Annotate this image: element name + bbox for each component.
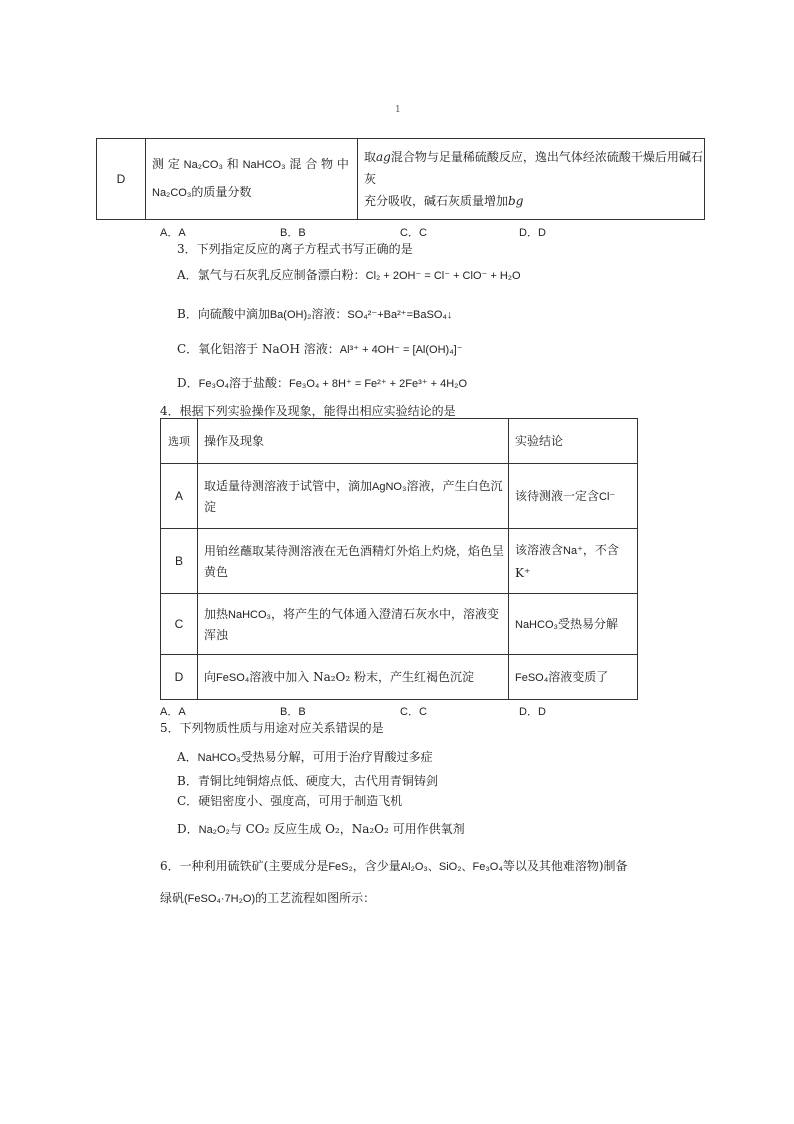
- table-row: [161, 464, 638, 529]
- row-key: B: [161, 529, 198, 594]
- row-key: D: [161, 655, 198, 700]
- q5-stem: 5．下列物质性质与用途对应关系错误的是: [160, 721, 384, 735]
- choice-b[interactable]: B．B: [280, 227, 306, 239]
- q3-option-a[interactable]: A．氯气与石灰乳反应制备漂白粉：Cl₂ + 2OH⁻ = Cl⁻ + ClO⁻ + H₂O: [177, 268, 521, 282]
- experiment-goal: 测 定 Na₂CO₃ 和 NaHCO₃ 混 合 物 中 Na₂CO₃的质量分数: [146, 139, 358, 220]
- q5-option-d[interactable]: D．Na₂O₂与 CO₂ 反应生成 O₂，Na₂O₂ 可用作供氧剂: [177, 822, 465, 836]
- row-key: C: [161, 594, 198, 655]
- row-operation: 加热NaHCO₃，将产生的气体通入澄清石灰水中，溶液变 浑浊: [198, 594, 509, 655]
- q5-option-a[interactable]: A．NaHCO₃受热易分解，可用于治疗胃酸过多症: [177, 750, 433, 764]
- choice-a[interactable]: A．A: [160, 227, 186, 239]
- q6-line-2: 绿矾(FeSO₄·7H₂O)的工艺流程如图所示：: [160, 891, 376, 905]
- q3-stem: 3．下列指定反应的离子方程式书写正确的是: [177, 242, 413, 256]
- q6-line-1: 6．一种利用硫铁矿(主要成分是FeS₂，含少量Al₂O₃、SiO₂、Fe₃O₄等以及其他难溶物)制备: [160, 859, 628, 873]
- q5-option-b[interactable]: B．青铜比纯铜熔点低、硬度大，古代用青铜铸剑: [177, 774, 438, 788]
- row-conclusion: 该溶液含Na⁺，不含 K⁺: [509, 529, 638, 594]
- row-conclusion: 该待测液一定含Cl⁻: [509, 464, 638, 529]
- q4-stem: 4．根据下列实验操作及现象，能得出相应实验结论的是: [160, 404, 456, 418]
- table-row: [161, 529, 638, 594]
- choice-c[interactable]: C．C: [400, 227, 427, 239]
- choice-d[interactable]: D．D: [519, 227, 546, 239]
- row-key: A: [161, 464, 198, 529]
- row-operation: 向FeSO₄溶液中加入 Na₂O₂ 粉末，产生红褐色沉淀: [198, 655, 509, 700]
- table-row: [161, 594, 638, 655]
- choice-d[interactable]: D．D: [519, 706, 546, 718]
- experiment-table-continued: [96, 138, 705, 220]
- header-conclusion: 实验结论: [509, 419, 638, 464]
- q3-option-b[interactable]: B．向硫酸中滴加Ba(OH)₂溶液：SO₄²⁻+Ba²⁺=BaSO₄↓: [177, 307, 453, 321]
- row-operation: 取适量待测溶液于试管中，滴加AgNO₃溶液，产生白色沉 淀: [198, 464, 509, 529]
- q3-option-d[interactable]: D．Fe₃O₄溶于盐酸：Fe₃O₄ + 8H⁺ = Fe²⁺ + 2Fe³⁺ + 4H₂O: [177, 376, 468, 390]
- choice-a[interactable]: A．A: [160, 706, 186, 718]
- option-key: D: [97, 139, 146, 220]
- table-header-row: [161, 419, 638, 464]
- q5-option-c[interactable]: C．硬铝密度小、强度高，可用于制造飞机: [177, 794, 403, 808]
- choice-c[interactable]: C．C: [400, 706, 427, 718]
- table-row: [161, 655, 638, 700]
- row-conclusion: NaHCO₃受热易分解: [509, 594, 638, 655]
- page-number: 1: [395, 105, 401, 115]
- row-conclusion: FeSO₄溶液变质了: [509, 655, 638, 700]
- row-operation: 用铂丝蘸取某待测溶液在无色酒精灯外焰上灼烧，焰色呈 黄色: [198, 529, 509, 594]
- experiment-method: 取ag混合物与足量稀硫酸反应，逸出气体经浓硫酸干燥后用碱石灰 充分吸收，碱石灰质量增加bg: [358, 139, 705, 220]
- q3-option-c[interactable]: C．氧化铝溶于 NaOH 溶液：Al³⁺ + 4OH⁻ = [Al(OH)₄]⁻: [177, 342, 463, 356]
- header-option: 选项: [161, 419, 198, 464]
- experiment-table: [160, 418, 638, 700]
- header-operation: 操作及现象: [198, 419, 509, 464]
- table-row: [97, 139, 705, 220]
- choice-b[interactable]: B．B: [280, 706, 306, 718]
